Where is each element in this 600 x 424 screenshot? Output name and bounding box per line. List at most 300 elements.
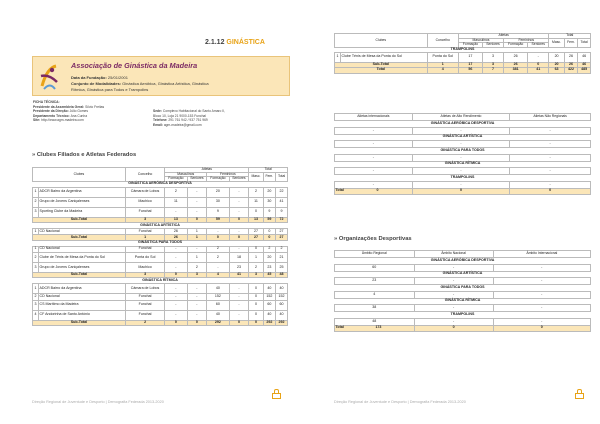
section-title: GINÁSTICA AERÓBICA DESPORTIVA <box>33 181 288 187</box>
value-cell: - <box>510 127 591 134</box>
col-header-clubes: Clubes <box>33 168 126 182</box>
value-cell: 2 <box>165 187 187 197</box>
subtotal-value: 26 <box>165 235 187 241</box>
value-cell: 0 <box>249 207 263 217</box>
col-header-masculinos: Masculinos <box>165 172 207 177</box>
table-row <box>335 278 591 285</box>
table-row <box>33 262 288 272</box>
clubs-table <box>32 167 288 326</box>
subtotal-value: 292 <box>263 320 276 326</box>
value-cell: - <box>165 246 187 252</box>
row-number: 1 <box>34 228 37 233</box>
col-header-fem: Fem. <box>564 38 577 47</box>
value-cell: - <box>335 141 413 148</box>
col-header-fem: Fem. <box>263 172 276 181</box>
modalities-line <box>71 81 209 86</box>
row-number: 2 <box>33 197 39 207</box>
subtotal-value: 26 <box>564 62 577 68</box>
value-cell: 9 <box>276 207 288 217</box>
value-cell: 152 <box>207 294 229 300</box>
value-cell: 40 <box>276 310 288 320</box>
value-cell: - <box>493 318 590 325</box>
value-cell: 2 <box>207 252 229 262</box>
subtotal-count: 3 <box>125 272 164 278</box>
contact-label: Telefone: <box>153 118 169 123</box>
club-name: CS Marítimo da Madeira <box>39 300 126 310</box>
contacts-col-1 <box>33 100 104 123</box>
subtotal-count: 2 <box>125 320 164 326</box>
contacts-list-2 <box>153 109 225 127</box>
concelho: Câmara de Lobos <box>125 187 164 197</box>
value-cell: 38 <box>335 305 415 312</box>
subtotal-value: 0 <box>187 217 207 223</box>
col-header-1: Atletas internacionais <box>335 114 413 121</box>
section-title: GINÁSTICA PARA TODOS <box>335 285 591 292</box>
subtotal-value: 292 <box>207 320 229 326</box>
subtotal-value: 20 <box>549 62 564 68</box>
value-cell: 23 <box>229 262 249 272</box>
section-number: 2.1.12 <box>205 39 225 46</box>
section-title: GINÁSTICA RÍTMICA <box>335 298 591 305</box>
value-cell: 60 <box>207 300 229 310</box>
col-header-masc: Masc. <box>549 38 564 47</box>
subtotal-value: 0 <box>229 235 249 241</box>
total-value: 485 <box>578 68 591 74</box>
value-cell: 0 <box>249 246 263 252</box>
value-cell: - <box>165 207 187 217</box>
contact-label: Email: <box>153 122 164 127</box>
athletes-table <box>334 113 591 195</box>
row-number: 1 <box>34 246 37 251</box>
value-cell: 40 <box>263 284 276 294</box>
value-cell: - <box>165 262 187 272</box>
footer-text: Direção Regional de Juventude e Desporto | Demografia Federada 2013-2020 <box>334 400 466 404</box>
total-row <box>335 68 591 74</box>
col-header-3: Atletas Não Regionais <box>510 114 591 121</box>
value-cell: 0 <box>249 284 263 294</box>
org-heading-text: Organizações Desportivas <box>338 236 412 242</box>
value-cell: - <box>493 291 590 298</box>
subtotal-value: 27 <box>276 235 288 241</box>
value-cell: 0 <box>263 229 276 235</box>
value-cell: - <box>229 310 249 320</box>
contact-value: Ana Cunha <box>70 113 88 118</box>
founded-label: Data da Fundação: <box>71 75 107 80</box>
header-row <box>335 251 591 258</box>
value-cell: 11 <box>165 197 187 207</box>
concelho: Funchal <box>125 300 164 310</box>
table-row <box>33 252 288 262</box>
total-row <box>335 188 591 194</box>
concelho: Machico <box>125 262 164 272</box>
contact-label: Site: <box>33 118 42 123</box>
association-banner <box>32 56 290 96</box>
table-row <box>335 168 591 175</box>
concelho: Ponta do Sol <box>125 252 164 262</box>
subtotal-count: 3 <box>125 217 164 223</box>
association-name: Associação de Ginástica da Madeira <box>71 61 198 70</box>
subtotal-value: 41 <box>229 272 249 278</box>
value-cell: - <box>229 229 249 235</box>
value-cell: 27 <box>276 229 288 235</box>
value-cell: - <box>493 278 590 285</box>
subtotal-value: 3 <box>249 272 263 278</box>
col-header-atletas: Atletas <box>458 34 549 39</box>
concelho: Câmara de Lobos <box>125 284 164 294</box>
total-value: 0 <box>510 188 591 194</box>
value-cell: - <box>187 246 207 252</box>
subtotal-value: 3 <box>187 272 207 278</box>
value-cell: - <box>229 207 249 217</box>
col-header-masc: Masc. <box>249 172 263 181</box>
section-title: TRAMPOLINS <box>335 47 591 52</box>
subtotal-value: 59 <box>263 217 276 223</box>
col-header-tot: Total <box>578 38 591 47</box>
value-cell: - <box>229 187 249 197</box>
table-row <box>335 318 591 325</box>
club-name: CD Nacional <box>39 229 126 235</box>
table-row <box>335 52 591 62</box>
value-cell: 40 <box>207 284 229 294</box>
club-name: Grupo de Jovens Caniçalenses <box>39 262 126 272</box>
value-cell: - <box>510 168 591 175</box>
value-cell: - <box>187 310 207 320</box>
value-cell: 27 <box>249 229 263 235</box>
section-title: GINÁSTICA RÍTMICA <box>33 278 288 284</box>
subtotal-value: 0 <box>187 320 207 326</box>
contacts-list-1 <box>33 105 104 123</box>
section-title: GINÁSTICA ARTÍSTICA <box>33 223 288 229</box>
value-cell: 46 <box>578 52 591 62</box>
subtotal-value: 72 <box>276 217 288 223</box>
value-cell: - <box>493 264 590 271</box>
table-row <box>335 141 591 148</box>
trampolins-table <box>334 33 591 74</box>
value-cell: 152 <box>276 294 288 300</box>
value-cell: 0 <box>249 300 263 310</box>
section-title: GINÁSTICA RÍTMICA <box>335 161 591 168</box>
value-cell: 26 <box>165 229 187 235</box>
total-count: 4 <box>427 68 458 74</box>
subtotal-label: Sub-Total <box>33 272 126 278</box>
value-cell: - <box>165 300 187 310</box>
row-number: 1 <box>33 284 39 294</box>
section-title: TRAMPOLINS <box>335 312 591 319</box>
subtotal-label: Sub-Total <box>33 217 126 223</box>
club-name: Sporting Clube da Madeira <box>39 207 126 217</box>
subtotal-value: 3 <box>482 62 503 68</box>
subtotal-value: 0 <box>263 235 276 241</box>
value-cell: 40 <box>263 310 276 320</box>
organizations-table <box>334 250 591 332</box>
table-row <box>335 154 591 161</box>
value-cell: 21 <box>276 252 288 262</box>
subtotal-value: 0 <box>229 217 249 223</box>
club-name: Grupo de Jovens Caniçalenses <box>39 197 126 207</box>
contact-label: Sede: <box>153 109 163 114</box>
concelho: Machico <box>125 197 164 207</box>
col-header-total: Total <box>249 168 288 173</box>
value-cell: 4 <box>335 291 415 298</box>
subtotal-label: Sub-Total <box>33 320 126 326</box>
value-cell: - <box>229 300 249 310</box>
modalities-label: Conjunto de Modalidades: <box>71 81 121 86</box>
value-cell: 22 <box>276 187 288 197</box>
value-cell: 30 <box>263 197 276 207</box>
value-cell: 30 <box>207 197 229 207</box>
total-value: 7 <box>482 68 503 74</box>
value-cell: 2 <box>249 262 263 272</box>
value-cell: 20 <box>549 52 564 62</box>
concelho: Funchal <box>125 229 164 235</box>
value-cell: 48 <box>335 318 415 325</box>
section-title: TRAMPOLINS <box>335 175 591 182</box>
subtotal-value: 46 <box>578 62 591 68</box>
header-row <box>335 114 591 121</box>
value-cell: - <box>510 141 591 148</box>
col-header-sub: Formação <box>458 43 482 48</box>
value-cell: - <box>165 284 187 294</box>
table-row <box>335 264 591 271</box>
logo-icon <box>38 62 60 92</box>
value-cell: 23 <box>335 278 415 285</box>
subtotal-value: 13 <box>249 217 263 223</box>
page-icon <box>574 389 585 401</box>
subtotal-value: 1 <box>187 235 207 241</box>
value-cell: - <box>229 284 249 294</box>
value-cell: 3 <box>482 52 503 62</box>
subtotal-value: 27 <box>249 235 263 241</box>
col-header-2: Atletas de Alto Rendimento <box>412 114 509 121</box>
contact-value: http://www.agm-madeira.com <box>41 118 84 123</box>
table-row <box>335 305 591 312</box>
value-cell: 40 <box>207 310 229 320</box>
value-cell: - <box>528 52 549 62</box>
value-cell: - <box>412 154 509 161</box>
club-name: Clube de Ténis de Mesa da Ponta do Sol <box>39 252 126 262</box>
value-cell: - <box>335 168 413 175</box>
table-row <box>33 300 288 310</box>
concelho: Ponta do Sol <box>427 52 458 62</box>
subtotal-value: 26 <box>504 62 528 68</box>
concelho: Funchal <box>125 294 164 300</box>
contact-label: Presidente da Assembleia Geral: <box>33 104 86 109</box>
value-cell: 1 <box>187 252 207 262</box>
row-number: 2 <box>33 252 39 262</box>
value-cell: 60 <box>276 300 288 310</box>
value-cell: - <box>412 181 509 188</box>
value-cell: 60 <box>263 300 276 310</box>
section-name: GINÁSTICA <box>226 39 265 46</box>
contact-label: Departamento Técnico: <box>33 113 71 118</box>
value-cell: 9 <box>207 207 229 217</box>
contact-value: Sílvio Freitas <box>85 104 105 109</box>
value-cell: - <box>187 294 207 300</box>
value-cell: - <box>412 168 509 175</box>
subtotal-value: 17 <box>458 62 482 68</box>
row-number: 4 <box>33 310 39 320</box>
section-title: GINÁSTICA AERÓBICA DESPORTIVA <box>335 121 591 128</box>
value-cell: - <box>207 262 229 272</box>
subtotal-value: 292 <box>276 320 288 326</box>
value-cell: 18 <box>229 252 249 262</box>
col-header-concelho: Concelho <box>427 34 458 48</box>
value-cell: 2 <box>276 246 288 252</box>
total-row <box>335 325 591 331</box>
col-header-sub: Seniores <box>229 177 249 182</box>
value-cell: 11 <box>249 197 263 207</box>
modalities-value: Ginástica Aeróbica, Ginástica Artística, Ginástica <box>122 81 209 86</box>
value-cell: 2 <box>249 187 263 197</box>
subtotal-value: 45 <box>263 272 276 278</box>
value-cell: - <box>229 197 249 207</box>
value-cell: 25 <box>276 262 288 272</box>
value-cell: 20 <box>263 252 276 262</box>
subtotal-value: 48 <box>276 272 288 278</box>
value-cell: - <box>187 284 207 294</box>
contacts-col-2 <box>153 109 225 127</box>
contact-label: Presidente da Direção: <box>33 109 70 114</box>
founded-value: 25/01/2001 <box>107 75 128 80</box>
col-header-1: Âmbito Regional <box>335 251 415 258</box>
col-header-tot: Total <box>276 172 288 181</box>
value-cell: - <box>187 187 207 197</box>
section-title: GINÁSTICA PARA TODOS <box>335 148 591 155</box>
total-value: 56 <box>458 68 482 74</box>
club-name: Clube Ténis de Mesa da Ponta do Sol <box>341 52 428 62</box>
col-header-3: Âmbito Internacional <box>493 251 590 258</box>
col-header-sub: Formação <box>504 43 528 48</box>
subtotal-count: 1 <box>427 62 458 68</box>
page-icon <box>271 389 282 401</box>
value-cell: - <box>335 181 413 188</box>
table-row <box>33 284 288 294</box>
table-row <box>33 207 288 217</box>
subtotal-value: 4 <box>207 272 229 278</box>
total-value: 0 <box>412 188 509 194</box>
value-cell: 9 <box>263 207 276 217</box>
total-label: Total <box>335 188 344 193</box>
total-value: 422 <box>564 68 577 74</box>
value-cell: - <box>510 154 591 161</box>
value-cell: 1 <box>187 229 207 235</box>
subtotal-value: 59 <box>207 217 229 223</box>
right-page <box>300 0 600 424</box>
contact-value: Complexo Habitacional do Santo Amaro II, <box>162 109 226 114</box>
contact-line <box>153 123 225 128</box>
table-row <box>33 187 288 197</box>
club-name: CD Nacional <box>39 294 126 300</box>
col-header-clubes: Clubes <box>335 34 428 48</box>
value-cell: 20 <box>263 187 276 197</box>
subtotal-value: 0 <box>165 320 187 326</box>
subtotal-label: Sub-Total <box>335 62 428 68</box>
section-title: GINÁSTICA ARTÍSTICA <box>335 134 591 141</box>
clubs-heading-text: Clubes Filiados e Atletas Federados <box>36 152 137 158</box>
table-row <box>335 181 591 188</box>
value-cell: - <box>335 127 413 134</box>
concelho: Funchal <box>125 246 164 252</box>
row-number: 1 <box>33 187 39 197</box>
value-cell: - <box>414 291 493 298</box>
col-header-femininos: Femininos <box>207 172 249 177</box>
col-header-sub: Formação <box>165 177 187 182</box>
contact-value: Bloco 10, Loja 21 9000-153 Funchal <box>153 113 206 118</box>
value-cell: - <box>412 127 509 134</box>
value-cell: 26 <box>504 52 528 62</box>
value-cell: - <box>510 181 591 188</box>
value-cell: 60 <box>335 264 415 271</box>
col-header-total: Total <box>549 34 591 39</box>
col-header-masculinos: Masculinos <box>458 38 503 43</box>
value-cell: 2 <box>187 262 207 272</box>
value-cell: - <box>187 197 207 207</box>
contacts-header: FICHA TÉCNICA: <box>33 100 60 104</box>
row-number: 2 <box>34 294 37 299</box>
value-cell: - <box>229 294 249 300</box>
value-cell: 26 <box>564 52 577 62</box>
footer-text: Direção Regional de Juventude e Desporto | Demografia Federada 2013-2020 <box>32 400 164 404</box>
value-cell: - <box>335 154 413 161</box>
col-header-atletas: Atletas <box>165 168 249 173</box>
value-cell: - <box>414 264 493 271</box>
value-cell: - <box>414 278 493 285</box>
value-cell: 1 <box>249 252 263 262</box>
col-header-2: Âmbito Nacional <box>414 251 493 258</box>
section-title <box>205 39 265 46</box>
total-value: 173 <box>375 325 382 330</box>
subtotal-row <box>33 320 288 326</box>
col-header-sub: Seniores <box>482 43 503 48</box>
total-value <box>335 325 415 331</box>
concelho: Funchal <box>125 310 164 320</box>
contact-line <box>33 118 104 123</box>
col-header-sub: Formação <box>207 177 229 182</box>
value-cell: 41 <box>276 197 288 207</box>
value-cell: - <box>165 294 187 300</box>
value-cell: - <box>412 141 509 148</box>
total-value: 381 <box>504 68 528 74</box>
value-cell: - <box>165 310 187 320</box>
org-heading: » Organizações Desportivas <box>334 236 412 242</box>
value-cell: - <box>229 246 249 252</box>
value-cell: - <box>187 300 207 310</box>
contact-value: Júlio Gomes <box>69 109 88 114</box>
section-title: GINÁSTICA ARTÍSTICA <box>335 271 591 278</box>
table-row <box>335 291 591 298</box>
club-name: CF Andorinha de Santo António <box>39 310 126 320</box>
subtotal-value: 0 <box>249 320 263 326</box>
contact-value: 291 761 942 / 937 751 969 <box>168 118 208 123</box>
value-cell: 152 <box>263 294 276 300</box>
value-cell: - <box>165 252 187 262</box>
table-row <box>33 310 288 320</box>
value-cell: 2 <box>207 246 229 252</box>
table-row <box>335 127 591 134</box>
value-cell: 20 <box>207 187 229 197</box>
value-cell: - <box>187 207 207 217</box>
value-cell: 40 <box>276 284 288 294</box>
concelho: Funchal <box>125 207 164 217</box>
total-value: 0 <box>376 188 379 193</box>
subtotal-value: 0 <box>229 320 249 326</box>
subtotal-label: Sub-Total <box>33 235 126 241</box>
value-cell: 17 <box>458 52 482 62</box>
col-header-sub: Seniores <box>528 43 549 48</box>
total-label: Total <box>335 325 344 330</box>
club-name: ADCR Bairro da Argentina <box>39 187 126 197</box>
modalities-line-2: Rítmica, Ginástica para Todos e Trampolins <box>71 87 149 92</box>
